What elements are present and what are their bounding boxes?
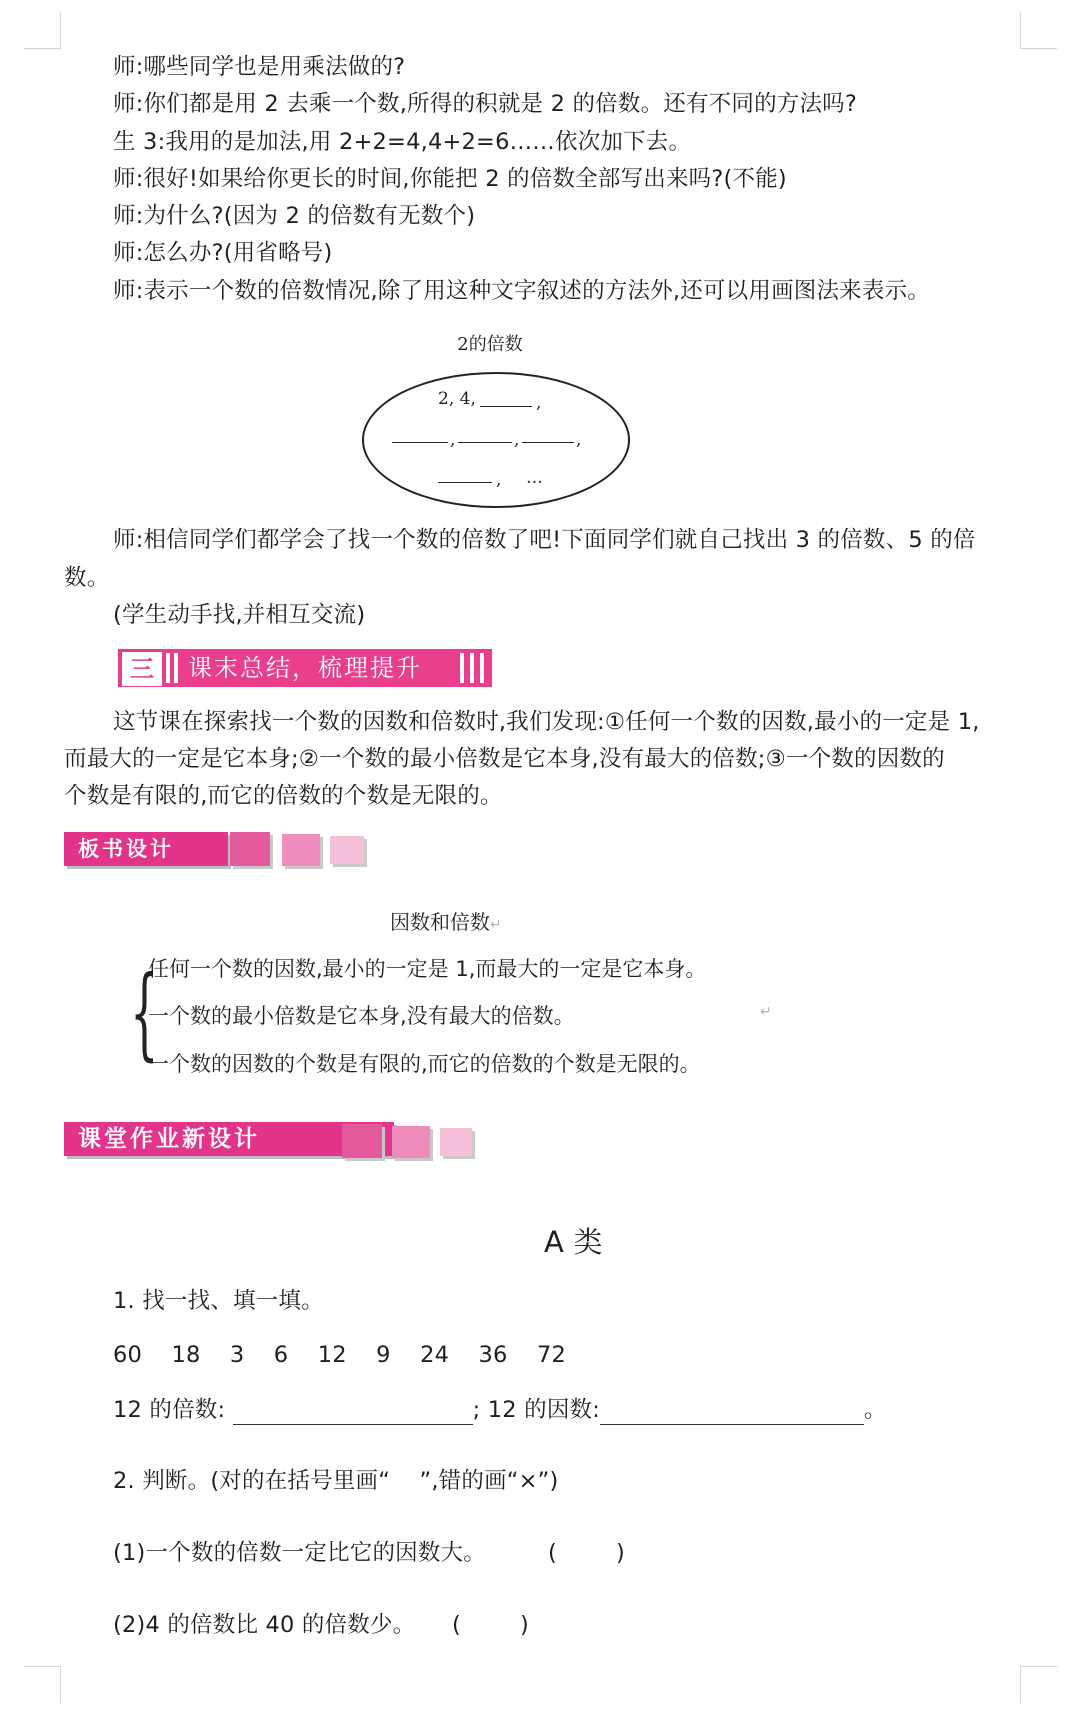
diagram-comma: , xyxy=(576,430,582,450)
summary-line: 而最大的一定是它本身;②一个数的最小倍数是它本身,没有最大的倍数;③一个数的因数的 xyxy=(64,746,945,772)
paragraph-find-multiples: 师:相信同学们都学会了找一个数的倍数了吧!下面同学们就自己找出 3 的倍数、5 的倍 xyxy=(113,527,976,553)
paragraph-mark: ↵ xyxy=(760,1004,772,1020)
diagram-comma: , xyxy=(514,430,520,450)
dialogue-line: 师:哪些同学也是用乘法做的? xyxy=(113,54,406,80)
decor-square xyxy=(330,836,364,864)
class-a-title: A 类 xyxy=(544,1225,603,1259)
question-2-title: 2. 判断。(对的在括号里画“ ”,错的画“×”) xyxy=(113,1468,559,1494)
factors-answer-blank[interactable] xyxy=(600,1402,864,1425)
board-line: 任何一个数的因数,最小的一定是 1,而最大的一定是它本身。 xyxy=(148,957,707,981)
activity-note: (学生动手找,并相互交流) xyxy=(113,602,366,628)
diagram-comma: , xyxy=(496,470,502,490)
page-corner-mark xyxy=(1020,12,1057,49)
diagram-blank xyxy=(458,442,512,443)
dialogue-line: 师:为什么?(因为 2 的倍数有无数个) xyxy=(113,203,476,229)
decor-square xyxy=(342,1124,382,1158)
diagram-ellipsis: … xyxy=(526,468,543,488)
multiples-label: 12 的倍数: xyxy=(113,1397,226,1423)
board-design-tag: 板书设计 xyxy=(64,832,228,866)
page-corner-mark xyxy=(1020,1666,1057,1703)
summary-line: 个数是有限的,而它的倍数的个数是无限的。 xyxy=(64,783,503,809)
dialogue-line: 师:很好!如果给你更长的时间,你能把 2 的倍数全部写出来吗?(不能) xyxy=(113,166,787,192)
board-title: 因数和倍数↵ xyxy=(390,910,502,934)
diagram-blank xyxy=(480,406,532,407)
decor-square xyxy=(440,1128,472,1156)
question-1-blanks xyxy=(113,1395,887,1425)
header-bar xyxy=(460,653,464,683)
question-1-title: 1. 找一找、填一填。 xyxy=(113,1288,324,1314)
header-bar xyxy=(470,653,474,683)
dialogue-line: 师:怎么办?(用省略号) xyxy=(113,240,333,266)
decor-square xyxy=(392,1126,430,1158)
multiples-answer-blank[interactable] xyxy=(233,1402,473,1425)
board-line: 一个数的因数的个数是有限的,而它的倍数的个数是无限的。 xyxy=(148,1052,701,1076)
diagram-comma: , xyxy=(450,430,456,450)
page-corner-mark xyxy=(24,12,61,49)
diagram-blank xyxy=(522,442,574,443)
number-list: 60 18 3 6 12 9 24 36 72 xyxy=(113,1342,566,1368)
answer-paren-close[interactable]: ) xyxy=(616,1540,625,1566)
diagram-title: 2的倍数 xyxy=(457,334,523,355)
diagram-comma: , xyxy=(536,393,542,413)
header-bar xyxy=(174,653,178,683)
answer-paren-open[interactable]: ( xyxy=(452,1612,461,1638)
factors-label: ; 12 的因数: xyxy=(472,1397,601,1423)
answer-paren-close[interactable]: ) xyxy=(520,1612,529,1638)
board-line: 一个数的最小倍数是它本身,没有最大的倍数。 xyxy=(148,1004,575,1028)
summary-line: 这节课在探索找一个数的因数和倍数时,我们发现:①任何一个数的因数,最小的一定是 1, xyxy=(113,709,980,735)
judgement-item: (2)4 的倍数比 40 的倍数少。 xyxy=(113,1612,416,1638)
section-title: 课末总结，梳理提升 xyxy=(188,654,422,682)
diagram-row1-text: 2, 4, xyxy=(438,389,476,409)
header-bar xyxy=(480,653,484,683)
dialogue-line: 师:你们都是用 2 去乘一个数,所得的积就是 2 的倍数。还有不同的方法吗? xyxy=(113,91,858,117)
diagram-blank xyxy=(438,482,492,483)
judgement-item: (1)一个数的倍数一定比它的因数大。 xyxy=(113,1540,486,1566)
dialogue-line: 生 3:我用的是加法,用 2+2=4,4+2=6……依次加下去。 xyxy=(113,129,692,155)
curly-brace: { xyxy=(130,954,159,1071)
decor-square xyxy=(282,834,320,866)
answer-paren-open[interactable]: ( xyxy=(548,1540,557,1566)
page-corner-mark xyxy=(24,1666,61,1703)
section-number: 三 xyxy=(122,652,162,686)
decor-square xyxy=(230,832,270,866)
header-bar xyxy=(166,653,170,683)
diagram-blank xyxy=(392,442,448,443)
homework-tag: 课堂作业新设计 xyxy=(64,1122,394,1156)
dialogue-line: 师:表示一个数的倍数情况,除了用这种文字叙述的方法外,还可以用画图法来表示。 xyxy=(113,278,930,304)
paragraph-find-multiples-cont: 数。 xyxy=(64,565,110,591)
sentence-end: 。 xyxy=(864,1397,887,1423)
section-header-summary xyxy=(118,649,492,687)
